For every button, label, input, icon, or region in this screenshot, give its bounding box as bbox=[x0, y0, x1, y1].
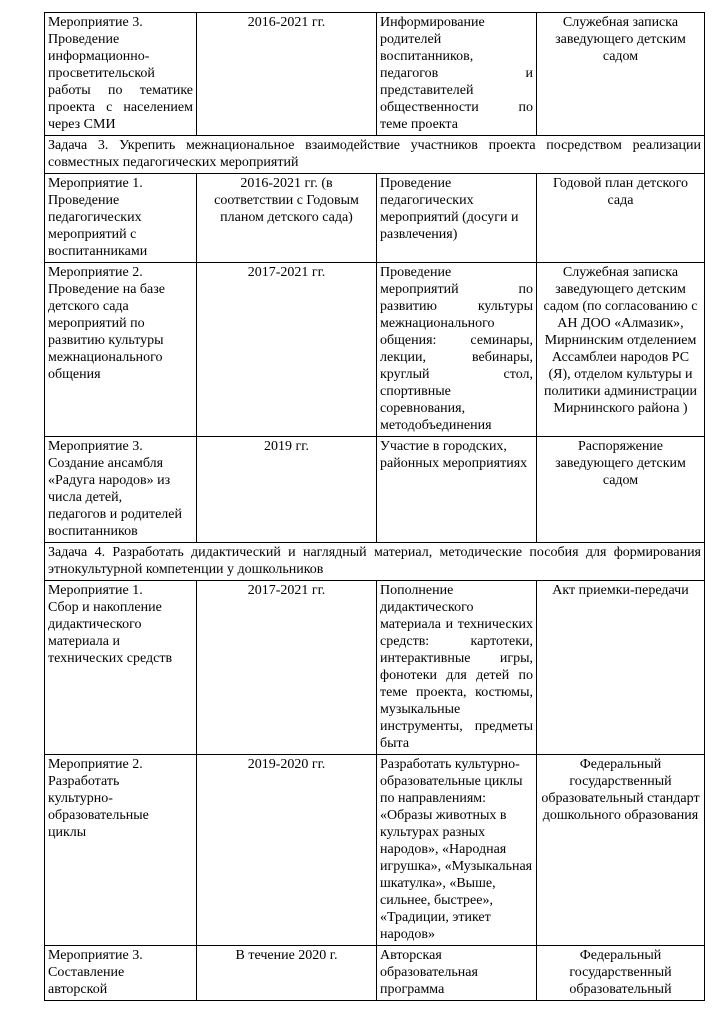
content-cell: Участие в городских, районных мероприятиях bbox=[377, 437, 537, 543]
table-row bbox=[45, 13, 705, 136]
table-row bbox=[45, 437, 705, 543]
result-cell: Служебная записка заведующего детским садом (по согласованию с АН ДОО «Алмазик», Мирнинским отделением Ассамблеи народов РС (Я), отделом культуры и политики администрации Мирнинского района ) bbox=[537, 263, 705, 437]
task-3-heading: Задача 3. Укрепить межнациональное взаимодействие участников проекта посредством реализации совместных педагогических мероприятий bbox=[45, 136, 705, 174]
dates-cell: 2016-2021 гг. bbox=[197, 13, 377, 136]
result-cell: Акт приемки-передачи bbox=[537, 581, 705, 755]
event-cell: Мероприятие 2. Разработать культурно- образовательные циклы bbox=[45, 755, 197, 946]
result-cell: Годовой план детского сада bbox=[537, 174, 705, 263]
content-cell: Информирование родителей воспитанников, педагогов и представителей общественности по теме проекта bbox=[377, 13, 537, 136]
event-cell: Мероприятие 1. Проведение педагогических мероприятий с воспитанниками bbox=[45, 174, 197, 263]
result-cell: Распоряжение заведующего детским садом bbox=[537, 437, 705, 543]
dates-cell: 2019-2020 гг. bbox=[197, 755, 377, 946]
dates-cell: 2019 гг. bbox=[197, 437, 377, 543]
task-4-heading: Задача 4. Разработать дидактический и наглядный материал, методические пособия для формирования этнокультурной компетенции у дошкольников bbox=[45, 543, 705, 581]
content-cell: Проведение педагогических мероприятий (досуги и развлечения) bbox=[377, 174, 537, 263]
table-row bbox=[45, 174, 705, 263]
dates-cell: В течение 2020 г. bbox=[197, 946, 377, 1001]
document-page bbox=[44, 12, 705, 1001]
table-row bbox=[45, 581, 705, 755]
task-row bbox=[45, 543, 705, 581]
event-cell: Мероприятие 2. Проведение на базе детского сада мероприятий по развитию культуры межнационального общения bbox=[45, 263, 197, 437]
result-cell: Федеральный государственный образовательный стандарт дошкольного образования bbox=[537, 755, 705, 946]
event-cell: Мероприятие 3. Составление авторской bbox=[45, 946, 197, 1001]
event-cell: Мероприятие 1. Сбор и накопление дидактического материала и технических средств bbox=[45, 581, 197, 755]
result-cell: Служебная записка заведующего детским садом bbox=[537, 13, 705, 136]
event-cell: Мероприятие 3. Создание ансамбля «Радуга народов» из числа детей, педагогов и родителей воспитанников bbox=[45, 437, 197, 543]
content-cell: Проведение мероприятий по развитию культуры межнационального общения: семинары, лекции, вебинары, круглый стол, спортивные соревнования, методобъединения bbox=[377, 263, 537, 437]
result-cell: Федеральный государственный образовательный bbox=[537, 946, 705, 1001]
content-cell: Пополнение дидактического материала и технических средств: картотеки, интерактивные игры, фонотеки для детей по теме проекта, костюмы, музыкальные инструменты, предметы быта bbox=[377, 581, 537, 755]
dates-cell: 2016-2021 гг. (в соответствии с Годовым планом детского сада) bbox=[197, 174, 377, 263]
content-cell: Авторская образовательная программа bbox=[377, 946, 537, 1001]
dates-cell: 2017-2021 гг. bbox=[197, 263, 377, 437]
table-row bbox=[45, 263, 705, 437]
content-cell: Разработать культурно-образовательные циклы по направлениям: «Образы животных в культурах разных народов», «Народная игрушка», «Музыкальная шкатулка», «Выше, сильнее, быстрее», «Традиции, этикет народов» bbox=[377, 755, 537, 946]
event-cell: Мероприятие 3. Проведение информационно- просветительской работы по тематике проекта с населением через СМИ bbox=[45, 13, 197, 136]
table-row bbox=[45, 755, 705, 946]
project-plan-table bbox=[44, 12, 705, 1001]
dates-cell: 2017-2021 гг. bbox=[197, 581, 377, 755]
task-row bbox=[45, 136, 705, 174]
table-row bbox=[45, 946, 705, 1001]
